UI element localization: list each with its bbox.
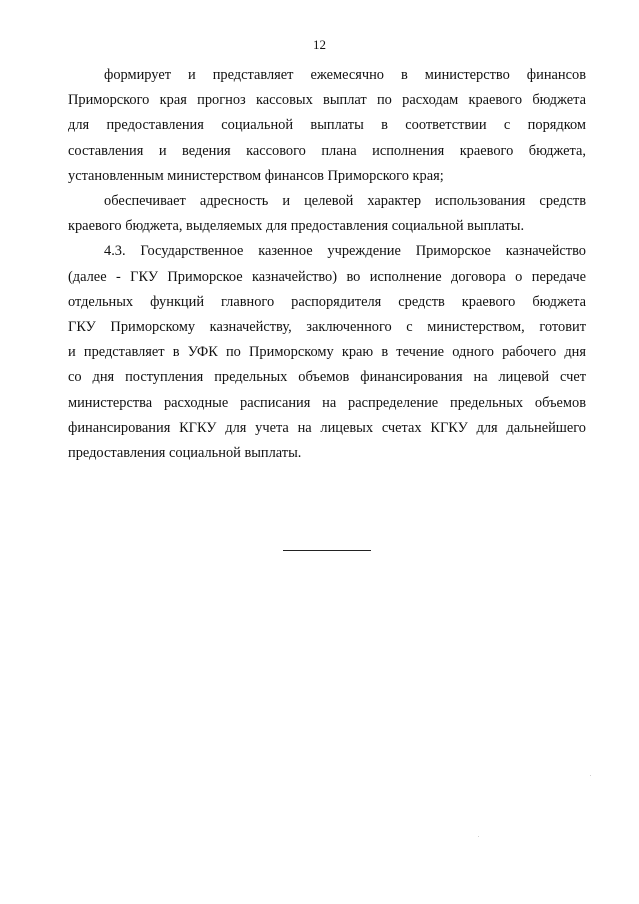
text-line: формирует и представляет ежемесячно в министерство финансов [104, 67, 586, 83]
text-line: 4.3. Государственное казенное учреждение Приморское казначейство [104, 243, 586, 260]
end-divider-line [283, 550, 371, 551]
text-line: финансирования КГКУ для учета на лицевых счетах КГКУ для дальнейшего [68, 419, 586, 436]
text-line: министерства расходные расписания на распределение предельных объемов [68, 394, 586, 411]
document-body [68, 63, 586, 466]
scan-speck [478, 836, 479, 837]
text-line: (далее - ГКУ Приморское казначейство) во исполнение договора о передаче [68, 268, 586, 285]
text-line: отдельных функций главного распорядителя средств краевого бюджета [68, 293, 586, 310]
text-line: ГКУ Приморскому казначейству, заключенного с министерством, готовит [68, 319, 586, 336]
text-line: для предоставления социальной выплаты в соответствии с порядком [68, 117, 586, 134]
text-line: обеспечивает адресность и целевой характер использования средств [104, 193, 586, 210]
text-line: со дня поступления предельных объемов финансирования на лицевой счет [68, 369, 586, 386]
text-line: установленным министерством финансов Приморского края; [68, 167, 444, 184]
page-number: 12 [313, 37, 326, 52]
text-line: составления и ведения кассового плана исполнения краевого бюджета, [68, 142, 586, 159]
paragraph-forecast [68, 63, 586, 189]
text-line: Приморского края прогноз кассовых выплат по расходам краевого бюджета [68, 92, 586, 109]
scan-speck [590, 775, 591, 776]
paragraph-targeting [68, 189, 586, 239]
paragraph-treasury [68, 239, 586, 466]
text-line: предоставления социальной выплаты. [68, 445, 302, 462]
text-line: краевого бюджета, выделяемых для предоставления социальной выплаты. [68, 218, 525, 235]
text-line: и представляет в УФК по Приморскому краю в течение одного рабочего дня [68, 344, 586, 361]
